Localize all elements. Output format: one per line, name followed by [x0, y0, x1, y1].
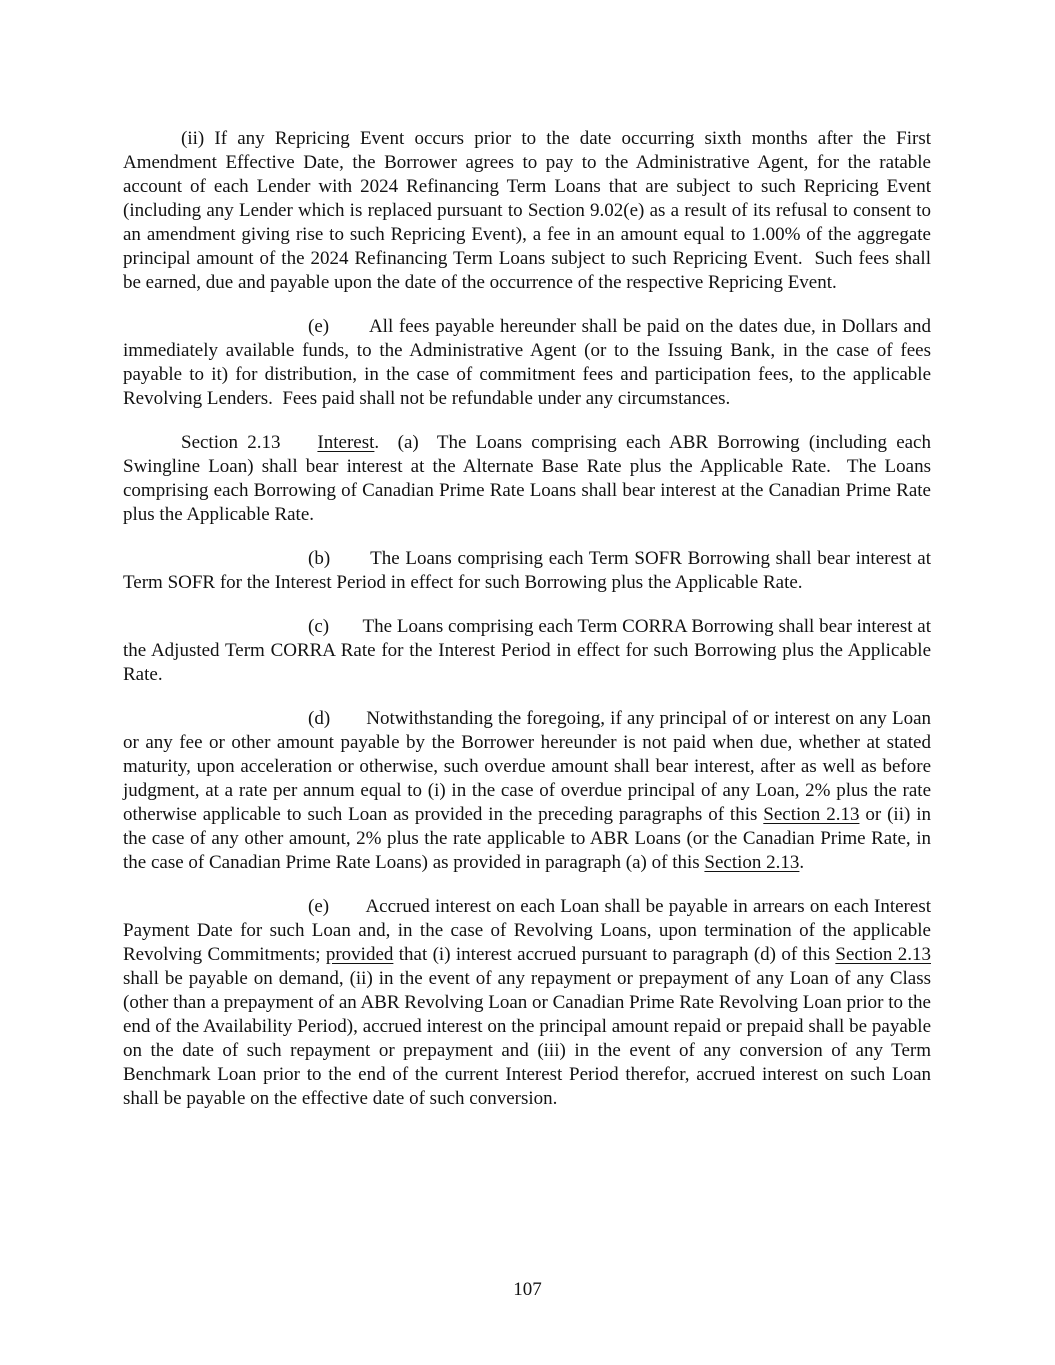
- text-run: or (ii) in the case of any other amount, 2% plus the rate applicable to ABR Loans (or the Canadian Prime Rate, in the case of Canadian Prime Rate Loans) as provided in paragraph (a) of this: [123, 804, 931, 873]
- text-run: (d) Notwithstanding the foregoing, if any principal of or interest on any Loan or any fee or other amount payable by the Borrower hereunder is not paid when due, whether at stated maturity, upon acceleration or otherwise, such overdue amount shall bear interest, after as well as before judgment, at a rate per annum equal to (i) in the case of overdue principal of any Loan, 2% plus the rate otherwise applicable to such Loan as provided in the preceding paragraphs of this: [123, 708, 931, 825]
- underlined-text: provided: [325, 944, 394, 965]
- text-run: (e) Accrued interest on each Loan shall be payable in arrears on each Interest Payment Date for such Loan and, in the case of Revolving Loans, upon termination of the applicable Revolving Commitments;: [123, 896, 931, 965]
- para-ii-repricing-fee: [123, 127, 931, 295]
- page-number: 107: [513, 1279, 542, 1300]
- text-run: (b) The Loans comprising each Term SOFR Borrowing shall bear interest at Term SOFR for the Interest Period in effect for such Borrowing plus the Applicable Rate.: [123, 548, 931, 593]
- text-run: shall be payable on demand, (ii) in the event of any repayment or prepayment of any Loan of any Class (other than a prepayment of an ABR Revolving Loan or Canadian Prime Rate Revolving Loan prior to the end of the Availability Period), accrued interest on the principal amount repaid or prepaid shall be payable on the date of such repayment or prepayment and (iii) in the event of any conversion of any Term Benchmark Loan prior to the end of the current Interest Period therefor, accrued interest on such Loan shall be payable on the effective date of such conversion.: [123, 968, 931, 1109]
- underlined-text: Section 2.13: [704, 852, 800, 873]
- text-run: (c) The Loans comprising each Term CORRA Borrowing shall bear interest at the Adjusted Term CORRA Rate for the Interest Period in effect for such Borrowing plus the Applicable Rate.: [123, 616, 931, 685]
- para-e-fees-payable: [123, 315, 931, 411]
- para-e-accrued-interest: [123, 895, 931, 1111]
- document-body: [123, 127, 931, 1131]
- para-b-term-sofr: [123, 547, 931, 595]
- text-run: Section 2.13: [181, 432, 318, 453]
- para-c-term-corra: [123, 615, 931, 687]
- underlined-text: Section 2.13: [763, 804, 860, 825]
- text-run: . (a) The Loans comprising each ABR Borrowing (including each Swingline Loan) shall bear interest at the Alternate Base Rate plus the Applicable Rate. The Loans comprising each Borrowing of Canadian Prime Rate Loans shall bear interest at the Canadian Prime Rate plus the Applicable Rate.: [123, 432, 931, 525]
- text-run: (ii) If any Repricing Event occurs prior to the date occurring sixth months after the First Amendment Effective Date, the Borrower agrees to pay to the Administrative Agent, for the ratable account of each Lender with 2024 Refinancing Term Loans that are subject to such Repricing Event (including any Lender which is replaced pursuant to Section 9.02(e) as a result of its refusal to consent to an amendment giving rise to such Repricing Event), a fee in an amount equal to 1.00% of the aggregate principal amount of the 2024 Refinancing Term Loans subject to such Repricing Event. Such fees shall be earned, due and payable upon the date of the occurrence of the respective Repricing Event.: [123, 128, 931, 293]
- text-run: (e) All fees payable hereunder shall be paid on the dates due, in Dollars and immediately available funds, to the Administrative Agent (or to the Issuing Bank, in the case of fees payable to it) for distribution, in the case of commitment fees and participation fees, to the applicable Revolving Lenders. Fees paid shall not be refundable under any circumstances.: [123, 316, 931, 409]
- text-run: that (i) interest accrued pursuant to paragraph (d) of this: [393, 944, 836, 965]
- underlined-text: Interest: [317, 432, 375, 453]
- text-run: .: [799, 852, 805, 873]
- para-section-2-13-interest: [123, 431, 931, 527]
- para-d-default-interest: [123, 707, 931, 875]
- underlined-text: Section 2.13: [835, 944, 931, 965]
